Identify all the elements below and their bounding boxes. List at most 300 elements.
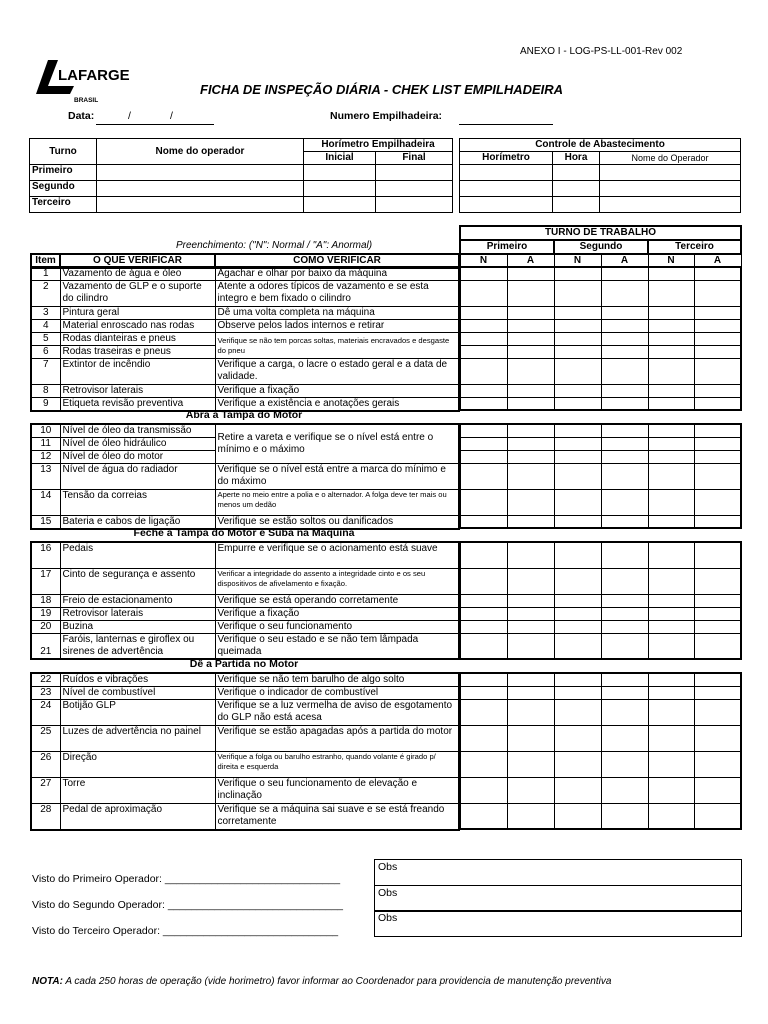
abnormal-mark-cell[interactable] <box>694 397 741 410</box>
abnormal-mark-cell[interactable] <box>507 450 554 463</box>
normal-mark-cell[interactable] <box>460 751 507 777</box>
abnormal-mark-cell[interactable] <box>601 515 648 528</box>
operator-cell[interactable] <box>97 165 304 181</box>
normal-mark-cell[interactable] <box>554 803 601 829</box>
normal-mark-cell[interactable] <box>554 397 601 410</box>
normal-mark-cell[interactable] <box>460 397 507 410</box>
n-header: N <box>460 254 507 268</box>
item-number: 9 <box>31 398 60 412</box>
normal-mark-cell[interactable] <box>460 542 507 568</box>
how-col-header: COMO VERIFICAR <box>215 254 459 268</box>
logo-text: LAFARGE <box>58 67 130 84</box>
checklist-row <box>31 307 459 320</box>
abnormal-mark-cell[interactable] <box>507 306 554 319</box>
horimetro-cell[interactable] <box>376 165 453 181</box>
normal-mark-cell[interactable] <box>554 384 601 397</box>
abnormal-mark-cell[interactable] <box>694 437 741 450</box>
abnormal-mark-cell[interactable] <box>694 699 741 725</box>
normal-mark-cell[interactable] <box>554 699 601 725</box>
normal-mark-cell[interactable] <box>648 699 694 725</box>
obs-box-1[interactable] <box>374 859 742 886</box>
checklist-marks-row <box>460 332 741 345</box>
item-number: 20 <box>31 620 60 633</box>
obs-box-3[interactable] <box>374 910 742 937</box>
abnormal-mark-cell[interactable] <box>601 267 648 280</box>
checklist-row <box>31 542 459 568</box>
normal-mark-cell[interactable] <box>648 358 694 384</box>
abnormal-mark-cell[interactable] <box>694 267 741 280</box>
normal-mark-cell[interactable] <box>460 267 507 280</box>
abnormal-mark-cell[interactable] <box>507 620 554 633</box>
first-operator-signature[interactable]: Visto do Primeiro Operador: ______________________________ <box>32 873 341 885</box>
normal-mark-cell[interactable] <box>460 699 507 725</box>
normal-mark-cell[interactable] <box>460 424 507 437</box>
abnormal-mark-cell[interactable] <box>507 725 554 751</box>
normal-mark-cell[interactable] <box>648 437 694 450</box>
section-title: Feche a Tampa do Motor e Suba na Máquina <box>133 527 355 539</box>
abnormal-mark-cell[interactable] <box>601 777 648 803</box>
operator-cell[interactable] <box>97 181 304 197</box>
what-to-check: Retrovisor laterais <box>60 607 215 620</box>
abnormal-mark-cell[interactable] <box>507 777 554 803</box>
what-to-check: Tensão da correias <box>60 490 215 516</box>
what-to-check: Extintor de incêndio <box>60 359 215 385</box>
abnormal-mark-cell[interactable] <box>694 306 741 319</box>
abnormal-mark-cell[interactable] <box>507 607 554 620</box>
obs-label: Obs <box>378 861 398 873</box>
abnormal-mark-cell[interactable] <box>601 607 648 620</box>
abnormal-mark-cell[interactable] <box>694 345 741 358</box>
inicial-header: Inicial <box>304 152 376 165</box>
abnormal-mark-cell[interactable] <box>694 319 741 332</box>
item-number: 26 <box>31 752 60 778</box>
horimetro-cell[interactable] <box>304 165 376 181</box>
abnormal-mark-cell[interactable] <box>507 319 554 332</box>
what-to-check: Torre <box>60 778 215 804</box>
normal-mark-cell[interactable] <box>554 319 601 332</box>
abnormal-mark-cell[interactable] <box>694 607 741 620</box>
abnormal-mark-cell[interactable] <box>601 306 648 319</box>
normal-mark-cell[interactable] <box>648 267 694 280</box>
date-separator: / <box>128 110 131 122</box>
operator-header: Nome do operador <box>97 139 304 165</box>
item-number: 12 <box>31 451 60 464</box>
normal-mark-cell[interactable] <box>460 686 507 699</box>
normal-mark-cell[interactable] <box>648 633 694 659</box>
abnormal-mark-cell[interactable] <box>601 542 648 568</box>
how-to-check: Agachar e olhar por baixo da máquina <box>215 267 459 281</box>
checklist-row <box>31 700 459 726</box>
normal-mark-cell[interactable] <box>648 463 694 489</box>
forklift-number-field[interactable] <box>459 124 553 125</box>
forklift-number-label: Numero Empilhadeira: <box>330 110 443 122</box>
normal-mark-cell[interactable] <box>460 607 507 620</box>
normal-mark-cell[interactable] <box>648 306 694 319</box>
normal-mark-cell[interactable] <box>648 345 694 358</box>
abnormal-mark-cell[interactable] <box>507 332 554 345</box>
checklist-marks-row <box>460 280 741 306</box>
normal-mark-cell[interactable] <box>648 489 694 515</box>
supply-operator-header: Nome do Operador <box>600 152 741 165</box>
checklist-row <box>31 726 459 752</box>
abnormal-mark-cell[interactable] <box>507 633 554 659</box>
normal-mark-cell[interactable] <box>554 673 601 686</box>
normal-mark-cell[interactable] <box>460 568 507 594</box>
abnormal-mark-cell[interactable] <box>694 633 741 659</box>
what-to-check: Ruídos e vibrações <box>60 673 215 687</box>
normal-mark-cell[interactable] <box>554 306 601 319</box>
checklist-marks-row <box>460 542 741 568</box>
checklist-marks-row <box>460 358 741 384</box>
normal-mark-cell[interactable] <box>554 542 601 568</box>
normal-mark-cell[interactable] <box>648 607 694 620</box>
abnormal-mark-cell[interactable] <box>507 686 554 699</box>
supply-cell[interactable] <box>600 165 741 181</box>
abnormal-mark-cell[interactable] <box>694 725 741 751</box>
a-header: A <box>507 254 554 268</box>
abnormal-mark-cell[interactable] <box>694 463 741 489</box>
normal-mark-cell[interactable] <box>648 384 694 397</box>
normal-mark-cell[interactable] <box>460 673 507 686</box>
normal-mark-cell[interactable] <box>554 620 601 633</box>
abnormal-mark-cell[interactable] <box>601 594 648 607</box>
checklist-row <box>31 633 459 659</box>
abnormal-mark-cell[interactable] <box>694 673 741 686</box>
operator-cell[interactable] <box>97 197 304 213</box>
how-to-check: Retire a vareta e verifique se o nível está entre o mínimo e o máximo <box>215 424 459 464</box>
normal-mark-cell[interactable] <box>648 424 694 437</box>
normal-mark-cell[interactable] <box>648 319 694 332</box>
normal-mark-cell[interactable] <box>554 267 601 280</box>
abnormal-mark-cell[interactable] <box>507 594 554 607</box>
normal-mark-cell[interactable] <box>554 332 601 345</box>
checklist-row <box>31 594 459 607</box>
what-to-check: Etiqueta revisão preventiva <box>60 398 215 412</box>
how-to-check: Verifique se está operando corretamente <box>215 594 459 607</box>
normal-mark-cell[interactable] <box>648 397 694 410</box>
how-to-check: Atente a odores típicos de vazamento e se esta integro e bem fixado o cilindro <box>215 281 459 307</box>
checklist-marks-row <box>460 777 741 803</box>
normal-mark-cell[interactable] <box>648 515 694 528</box>
normal-mark-cell[interactable] <box>460 319 507 332</box>
checklist-row <box>31 607 459 620</box>
supply-cell[interactable] <box>553 181 600 197</box>
normal-mark-cell[interactable] <box>554 594 601 607</box>
normal-mark-cell[interactable] <box>554 515 601 528</box>
normal-mark-cell[interactable] <box>554 633 601 659</box>
horimetro-cell[interactable] <box>304 181 376 197</box>
what-to-check: Pedal de aproximação <box>60 804 215 830</box>
abnormal-mark-cell[interactable] <box>601 620 648 633</box>
normal-mark-cell[interactable] <box>460 450 507 463</box>
normal-mark-cell[interactable] <box>648 673 694 686</box>
abnormal-mark-cell[interactable] <box>601 633 648 659</box>
normal-mark-cell[interactable] <box>554 463 601 489</box>
checklist-row <box>31 673 459 687</box>
abnormal-mark-cell[interactable] <box>601 437 648 450</box>
abnormal-mark-cell[interactable] <box>507 463 554 489</box>
supply-cell[interactable] <box>460 197 553 213</box>
item-number: 28 <box>31 804 60 830</box>
abnormal-mark-cell[interactable] <box>601 686 648 699</box>
a-header: A <box>694 254 741 268</box>
turno-terceiro: Terceiro <box>648 240 741 254</box>
checklist-marks-table <box>459 423 742 529</box>
checklist-marks-row <box>460 437 741 450</box>
normal-mark-cell[interactable] <box>460 725 507 751</box>
normal-mark-cell[interactable] <box>648 803 694 829</box>
item-number: 10 <box>31 424 60 438</box>
normal-mark-cell[interactable] <box>460 280 507 306</box>
supply-cell[interactable] <box>553 197 600 213</box>
abnormal-mark-cell[interactable] <box>694 751 741 777</box>
normal-mark-cell[interactable] <box>554 345 601 358</box>
supply-table <box>459 138 741 213</box>
abnormal-mark-cell[interactable] <box>601 803 648 829</box>
normal-mark-cell[interactable] <box>648 686 694 699</box>
checklist-row <box>31 778 459 804</box>
abnormal-mark-cell[interactable] <box>507 803 554 829</box>
what-to-check: Rodas traseiras e pneus <box>60 346 215 359</box>
what-to-check: Vazamento de GLP e o suporte do cilindro <box>60 281 215 307</box>
abnormal-mark-cell[interactable] <box>694 332 741 345</box>
normal-mark-cell[interactable] <box>648 751 694 777</box>
abnormal-mark-cell[interactable] <box>601 358 648 384</box>
checklist-row <box>31 490 459 516</box>
obs-box-2[interactable] <box>374 885 742 912</box>
supply-cell[interactable] <box>600 181 741 197</box>
abnormal-mark-cell[interactable] <box>601 450 648 463</box>
normal-mark-cell[interactable] <box>648 777 694 803</box>
checklist-row <box>31 464 459 490</box>
item-number: 24 <box>31 700 60 726</box>
item-number: 16 <box>31 542 60 568</box>
second-operator-signature[interactable]: Visto do Segundo Operador: ______________________________ <box>32 899 344 911</box>
abnormal-mark-cell[interactable] <box>694 686 741 699</box>
date-field[interactable] <box>96 124 214 125</box>
what-to-check: Buzina <box>60 620 215 633</box>
turno-title: TURNO DE TRABALHO <box>460 226 741 240</box>
normal-mark-cell[interactable] <box>648 568 694 594</box>
checklist-row <box>31 320 459 333</box>
checklist-marks-table <box>459 541 742 660</box>
normal-mark-cell[interactable] <box>648 594 694 607</box>
how-to-check: Verifique a carga, o lacre o estado geral e a data de validade. <box>215 359 459 385</box>
normal-mark-cell[interactable] <box>460 358 507 384</box>
item-number: 21 <box>31 633 60 659</box>
supply-cell[interactable] <box>600 197 741 213</box>
abnormal-mark-cell[interactable] <box>601 463 648 489</box>
normal-mark-cell[interactable] <box>648 332 694 345</box>
checklist-marks-row <box>460 751 741 777</box>
what-to-check: Pintura geral <box>60 307 215 320</box>
abnormal-mark-cell[interactable] <box>507 267 554 280</box>
abnormal-mark-cell[interactable] <box>694 384 741 397</box>
item-number: 18 <box>31 594 60 607</box>
normal-mark-cell[interactable] <box>554 489 601 515</box>
horimetro-cell[interactable] <box>376 181 453 197</box>
normal-mark-cell[interactable] <box>554 424 601 437</box>
abnormal-mark-cell[interactable] <box>601 345 648 358</box>
abnormal-mark-cell[interactable] <box>601 319 648 332</box>
normal-mark-cell[interactable] <box>554 607 601 620</box>
abnormal-mark-cell[interactable] <box>601 280 648 306</box>
supply-title: Controle de Abastecimento <box>460 139 741 152</box>
abnormal-mark-cell[interactable] <box>601 568 648 594</box>
normal-mark-cell[interactable] <box>554 751 601 777</box>
abnormal-mark-cell[interactable] <box>694 620 741 633</box>
checklist-marks-row <box>460 319 741 332</box>
supply-cell[interactable] <box>460 181 553 197</box>
abnormal-mark-cell[interactable] <box>694 280 741 306</box>
normal-mark-cell[interactable] <box>460 803 507 829</box>
abnormal-mark-cell[interactable] <box>601 725 648 751</box>
third-operator-signature[interactable]: Visto do Terceiro Operador: ______________________________ <box>32 925 339 937</box>
abnormal-mark-cell[interactable] <box>507 345 554 358</box>
abnormal-mark-cell[interactable] <box>601 384 648 397</box>
item-number: 22 <box>31 673 60 687</box>
normal-mark-cell[interactable] <box>554 358 601 384</box>
checklist-marks-row <box>460 699 741 725</box>
item-number: 17 <box>31 568 60 594</box>
normal-mark-cell[interactable] <box>554 568 601 594</box>
normal-mark-cell[interactable] <box>648 450 694 463</box>
normal-mark-cell[interactable] <box>554 280 601 306</box>
abnormal-mark-cell[interactable] <box>694 777 741 803</box>
how-to-check: Verificar a integridade do assento a integridade cinto e os seu dispositivos de afivelamento e fixação. <box>215 568 459 594</box>
how-to-check: Dê uma volta completa na máquina <box>215 307 459 320</box>
normal-mark-cell[interactable] <box>460 633 507 659</box>
abnormal-mark-cell[interactable] <box>601 332 648 345</box>
supply-horimetro-header: Horímetro <box>460 152 553 165</box>
what-to-check: Nível de água do radiador <box>60 464 215 490</box>
abnormal-mark-cell[interactable] <box>507 358 554 384</box>
abnormal-mark-cell[interactable] <box>694 803 741 829</box>
abnormal-mark-cell[interactable] <box>601 397 648 410</box>
how-to-check: Verifique se o nível está entre a marca do mínimo e do máximo <box>215 464 459 490</box>
date-label: Data: <box>68 110 95 122</box>
supply-hora-header: Hora <box>553 152 600 165</box>
supply-cell[interactable] <box>553 165 600 181</box>
abnormal-mark-cell[interactable] <box>507 397 554 410</box>
abnormal-mark-cell[interactable] <box>507 437 554 450</box>
abnormal-mark-cell[interactable] <box>507 280 554 306</box>
page-title: FICHA DE INSPEÇÃO DIÁRIA - CHEK LIST EMPILHADEIRA <box>200 82 564 97</box>
what-to-check: Direção <box>60 752 215 778</box>
checklist-marks-row <box>460 725 741 751</box>
what-to-check: Vazamento de água e óleo <box>60 267 215 281</box>
abnormal-mark-cell[interactable] <box>601 424 648 437</box>
horimetro-cell[interactable] <box>304 197 376 213</box>
abnormal-mark-cell[interactable] <box>694 594 741 607</box>
normal-mark-cell[interactable] <box>554 777 601 803</box>
item-col-header: Item <box>31 254 60 268</box>
normal-mark-cell[interactable] <box>460 306 507 319</box>
abnormal-mark-cell[interactable] <box>601 751 648 777</box>
abnormal-mark-cell[interactable] <box>694 424 741 437</box>
abnormal-mark-cell[interactable] <box>601 673 648 686</box>
normal-mark-cell[interactable] <box>460 515 507 528</box>
normal-mark-cell[interactable] <box>460 437 507 450</box>
shift-label: Primeiro <box>30 165 97 181</box>
normal-mark-cell[interactable] <box>460 620 507 633</box>
abnormal-mark-cell[interactable] <box>507 568 554 594</box>
a-header: A <box>601 254 648 268</box>
abnormal-mark-cell[interactable] <box>507 673 554 686</box>
shift-table <box>29 138 453 213</box>
checklist-section-table <box>30 423 460 530</box>
abnormal-mark-cell[interactable] <box>694 515 741 528</box>
what-to-check: Nível de óleo da transmissão <box>60 424 215 438</box>
abnormal-mark-cell[interactable] <box>507 542 554 568</box>
normal-mark-cell[interactable] <box>554 437 601 450</box>
note-text: A cada 250 horas de operação (vide horimetro) favor informar ao Coordenador para providencia de manutenção preventiva <box>62 976 612 987</box>
what-to-check: Pedais <box>60 542 215 568</box>
checklist-marks-row <box>460 607 741 620</box>
abnormal-mark-cell[interactable] <box>694 358 741 384</box>
normal-mark-cell[interactable] <box>460 777 507 803</box>
item-number: 25 <box>31 726 60 752</box>
checklist-marks-row <box>460 267 741 280</box>
normal-mark-cell[interactable] <box>648 542 694 568</box>
turno-header: Turno <box>30 139 97 165</box>
abnormal-mark-cell[interactable] <box>601 489 648 515</box>
item-number: 2 <box>31 281 60 307</box>
how-to-check: Verifique se estão apagadas após a partida do motor <box>215 726 459 752</box>
horimetro-cell[interactable] <box>376 197 453 213</box>
abnormal-mark-cell[interactable] <box>507 384 554 397</box>
normal-mark-cell[interactable] <box>554 725 601 751</box>
obs-label: Obs <box>378 887 398 899</box>
normal-mark-cell[interactable] <box>554 450 601 463</box>
abnormal-mark-cell[interactable] <box>507 424 554 437</box>
what-to-check: Cinto de segurança e assento <box>60 568 215 594</box>
normal-mark-cell[interactable] <box>648 280 694 306</box>
abnormal-mark-cell[interactable] <box>694 450 741 463</box>
abnormal-mark-cell[interactable] <box>694 568 741 594</box>
checklist-marks-row <box>460 633 741 659</box>
lafarge-logo <box>34 60 144 106</box>
checklist-marks-row <box>460 463 741 489</box>
abnormal-mark-cell[interactable] <box>507 515 554 528</box>
supply-cell[interactable] <box>460 165 553 181</box>
abnormal-mark-cell[interactable] <box>694 542 741 568</box>
what-to-check: Rodas dianteiras e pneus <box>60 333 215 346</box>
what-to-check: Retrovisor laterais <box>60 385 215 398</box>
normal-mark-cell[interactable] <box>554 686 601 699</box>
how-to-check: Aperte no meio entre a polia e o alternador. A folga deve ter mais ou menos um dedão <box>215 490 459 516</box>
abnormal-mark-cell[interactable] <box>507 699 554 725</box>
checklist-marks-row <box>460 515 741 528</box>
item-number: 11 <box>31 438 60 451</box>
obs-label: Obs <box>378 912 398 924</box>
how-to-check: Empurre e verifique se o acionamento está suave <box>215 542 459 568</box>
note-label: NOTA: <box>32 976 63 987</box>
normal-mark-cell[interactable] <box>460 332 507 345</box>
abnormal-mark-cell[interactable] <box>507 751 554 777</box>
abnormal-mark-cell[interactable] <box>694 489 741 515</box>
normal-mark-cell[interactable] <box>460 489 507 515</box>
item-number: 7 <box>31 359 60 385</box>
normal-mark-cell[interactable] <box>460 594 507 607</box>
normal-mark-cell[interactable] <box>648 620 694 633</box>
abnormal-mark-cell[interactable] <box>601 699 648 725</box>
abnormal-mark-cell[interactable] <box>507 489 554 515</box>
normal-mark-cell[interactable] <box>460 463 507 489</box>
normal-mark-cell[interactable] <box>460 345 507 358</box>
normal-mark-cell[interactable] <box>648 725 694 751</box>
normal-mark-cell[interactable] <box>460 384 507 397</box>
